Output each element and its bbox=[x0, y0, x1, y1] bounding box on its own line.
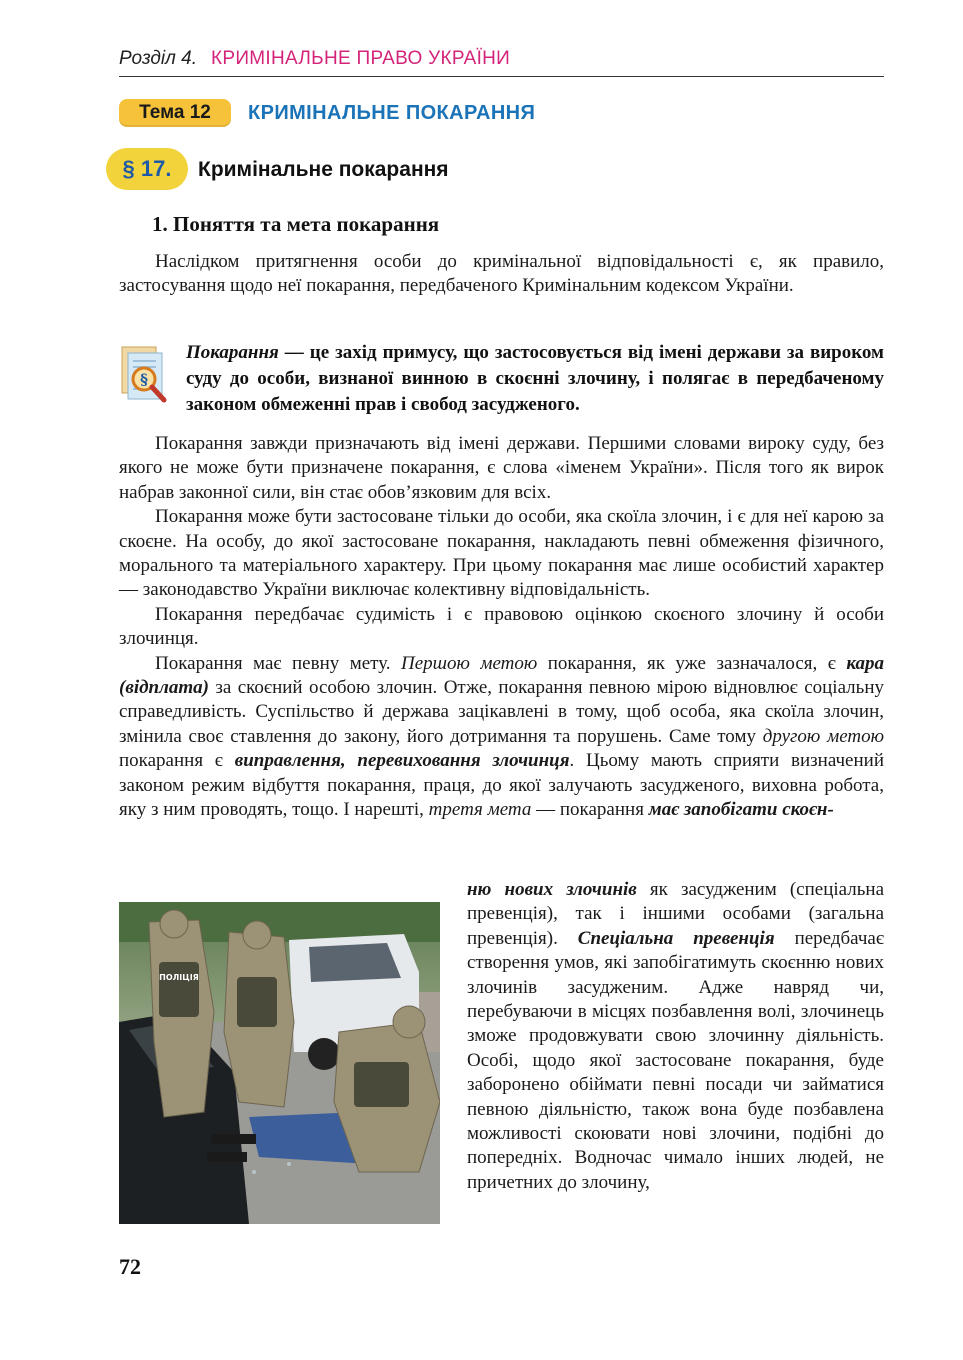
text-run: за скоєний особою злочин. Отже, покарання певною мірою відновлює соціальну справедливість. Суспільство й держава зацікавлені в тому, щоб особа, яка скоїла злочин, змінила своє ставлення до закону, його дотримання та порушень. Саме тому bbox=[119, 677, 884, 747]
paragraph-symbol-icon: § bbox=[140, 370, 148, 389]
section-title: КРИМІНАЛЬНЕ ПРАВО УКРАЇНИ bbox=[211, 48, 511, 69]
body-paragraph: Покарання передбачає судимість і є правовою оцінкою скоєного злочину й особи злочинця. bbox=[119, 603, 884, 650]
body-paragraph-continued bbox=[467, 878, 884, 1195]
paragraph-title: Кримінальне покарання bbox=[198, 158, 449, 181]
law-document-magnifier-icon bbox=[118, 345, 174, 409]
body-paragraph: Покарання завжди призначають від імені держави. Першими словами вироку суду, без якого не може бути призначене покарання, є слова «іменем України». Після того як вирок набрав законної сили, він стає обов’язковим для всіх. bbox=[119, 433, 884, 503]
italic-term: Першою метою bbox=[401, 652, 538, 674]
subheading: 1. Поняття та мета покарання bbox=[152, 212, 440, 236]
intro-text bbox=[119, 250, 884, 299]
police-arrest-photo bbox=[119, 902, 440, 1224]
running-header bbox=[119, 48, 884, 77]
body-paragraph: Покарання може бути застосоване тільки до особи, яка скоїла злочин, і є для неї карою за скоєне. На особу, до якої застосоване покарання, накладають певні обмеження фізичного, морального та матеріального характеру. При цьому покарання має лише особистий характер — законодавство України виключає колективну відповідальність. bbox=[119, 506, 884, 601]
page-number: 72 bbox=[119, 1254, 141, 1279]
definition-text: — це захід примусу, що застосовується від імені держави за вироком суду до особи, визнаної винною в скоєнні злочину, і полягає в передбаченому законом обмеженні прав і свобод засудженого. bbox=[186, 342, 884, 415]
italic-term: другою метою bbox=[762, 725, 884, 747]
topic-badge: Тема 12 bbox=[119, 99, 231, 127]
bold-term: кара (відплата) bbox=[119, 652, 885, 699]
wrapped-text bbox=[467, 878, 884, 1195]
main-text bbox=[119, 432, 884, 823]
topic-title: КРИМІНАЛЬНЕ ПОКАРАННЯ bbox=[248, 102, 536, 124]
text-run: Покарання має певну мету. bbox=[155, 652, 402, 674]
intro-paragraph: Наслідком притягнення особи до кримінальної відповідальності є, як правило, застосування щодо неї покарання, передбаченого Кримінальним кодексом України. bbox=[119, 251, 884, 297]
body-paragraph bbox=[119, 652, 884, 823]
paragraph-badge: § 17. bbox=[106, 148, 188, 190]
italic-term: третя мета bbox=[428, 799, 532, 821]
text-run: як засудженим (спеціальна превенція), так і іншими особами (загальна превенція). bbox=[467, 879, 885, 949]
bold-term: Спеціальна превенція bbox=[577, 927, 775, 949]
text-run: покарання є bbox=[119, 750, 235, 772]
text-run: передбачає створення умов, які запобігатимуть скоєнню нових злочинів засудженим. Адже навряд чи, перебуваючи в місцях позбавлення волі, злочинець зможе продовжувати свою злочинну діяльність. Особі, щодо якої застосоване покарання, буде заборонено обіймати певні посади чи займатися певною діяльністю, також вона буде позбавлена можливості скоювати нові злочини, подібні до попередніх. Водночас чимало інших людей, не причетних до злочину, bbox=[467, 927, 884, 1193]
police-patch-text: ПОЛІЦІЯ bbox=[159, 973, 199, 982]
bold-term: ню нових злочинів bbox=[467, 879, 637, 900]
text-run: покарання, як уже зазначалося, є bbox=[537, 652, 847, 674]
bold-term: має запобігати скоєн- bbox=[648, 799, 834, 821]
text-run: . Цьому мають сприяти визначений законом режим відбуття покарання, праця, до якої залучають засудженого, виховна робота, яку з ним проводять, тощо. І нарешті, bbox=[119, 750, 884, 821]
definition-block bbox=[186, 340, 884, 418]
definition-term: Покарання bbox=[186, 342, 279, 363]
section-label: Розділ 4. bbox=[119, 48, 197, 69]
bold-term: виправлення, перевиховання злочинця bbox=[234, 750, 570, 772]
text-run: — покарання bbox=[531, 799, 649, 821]
